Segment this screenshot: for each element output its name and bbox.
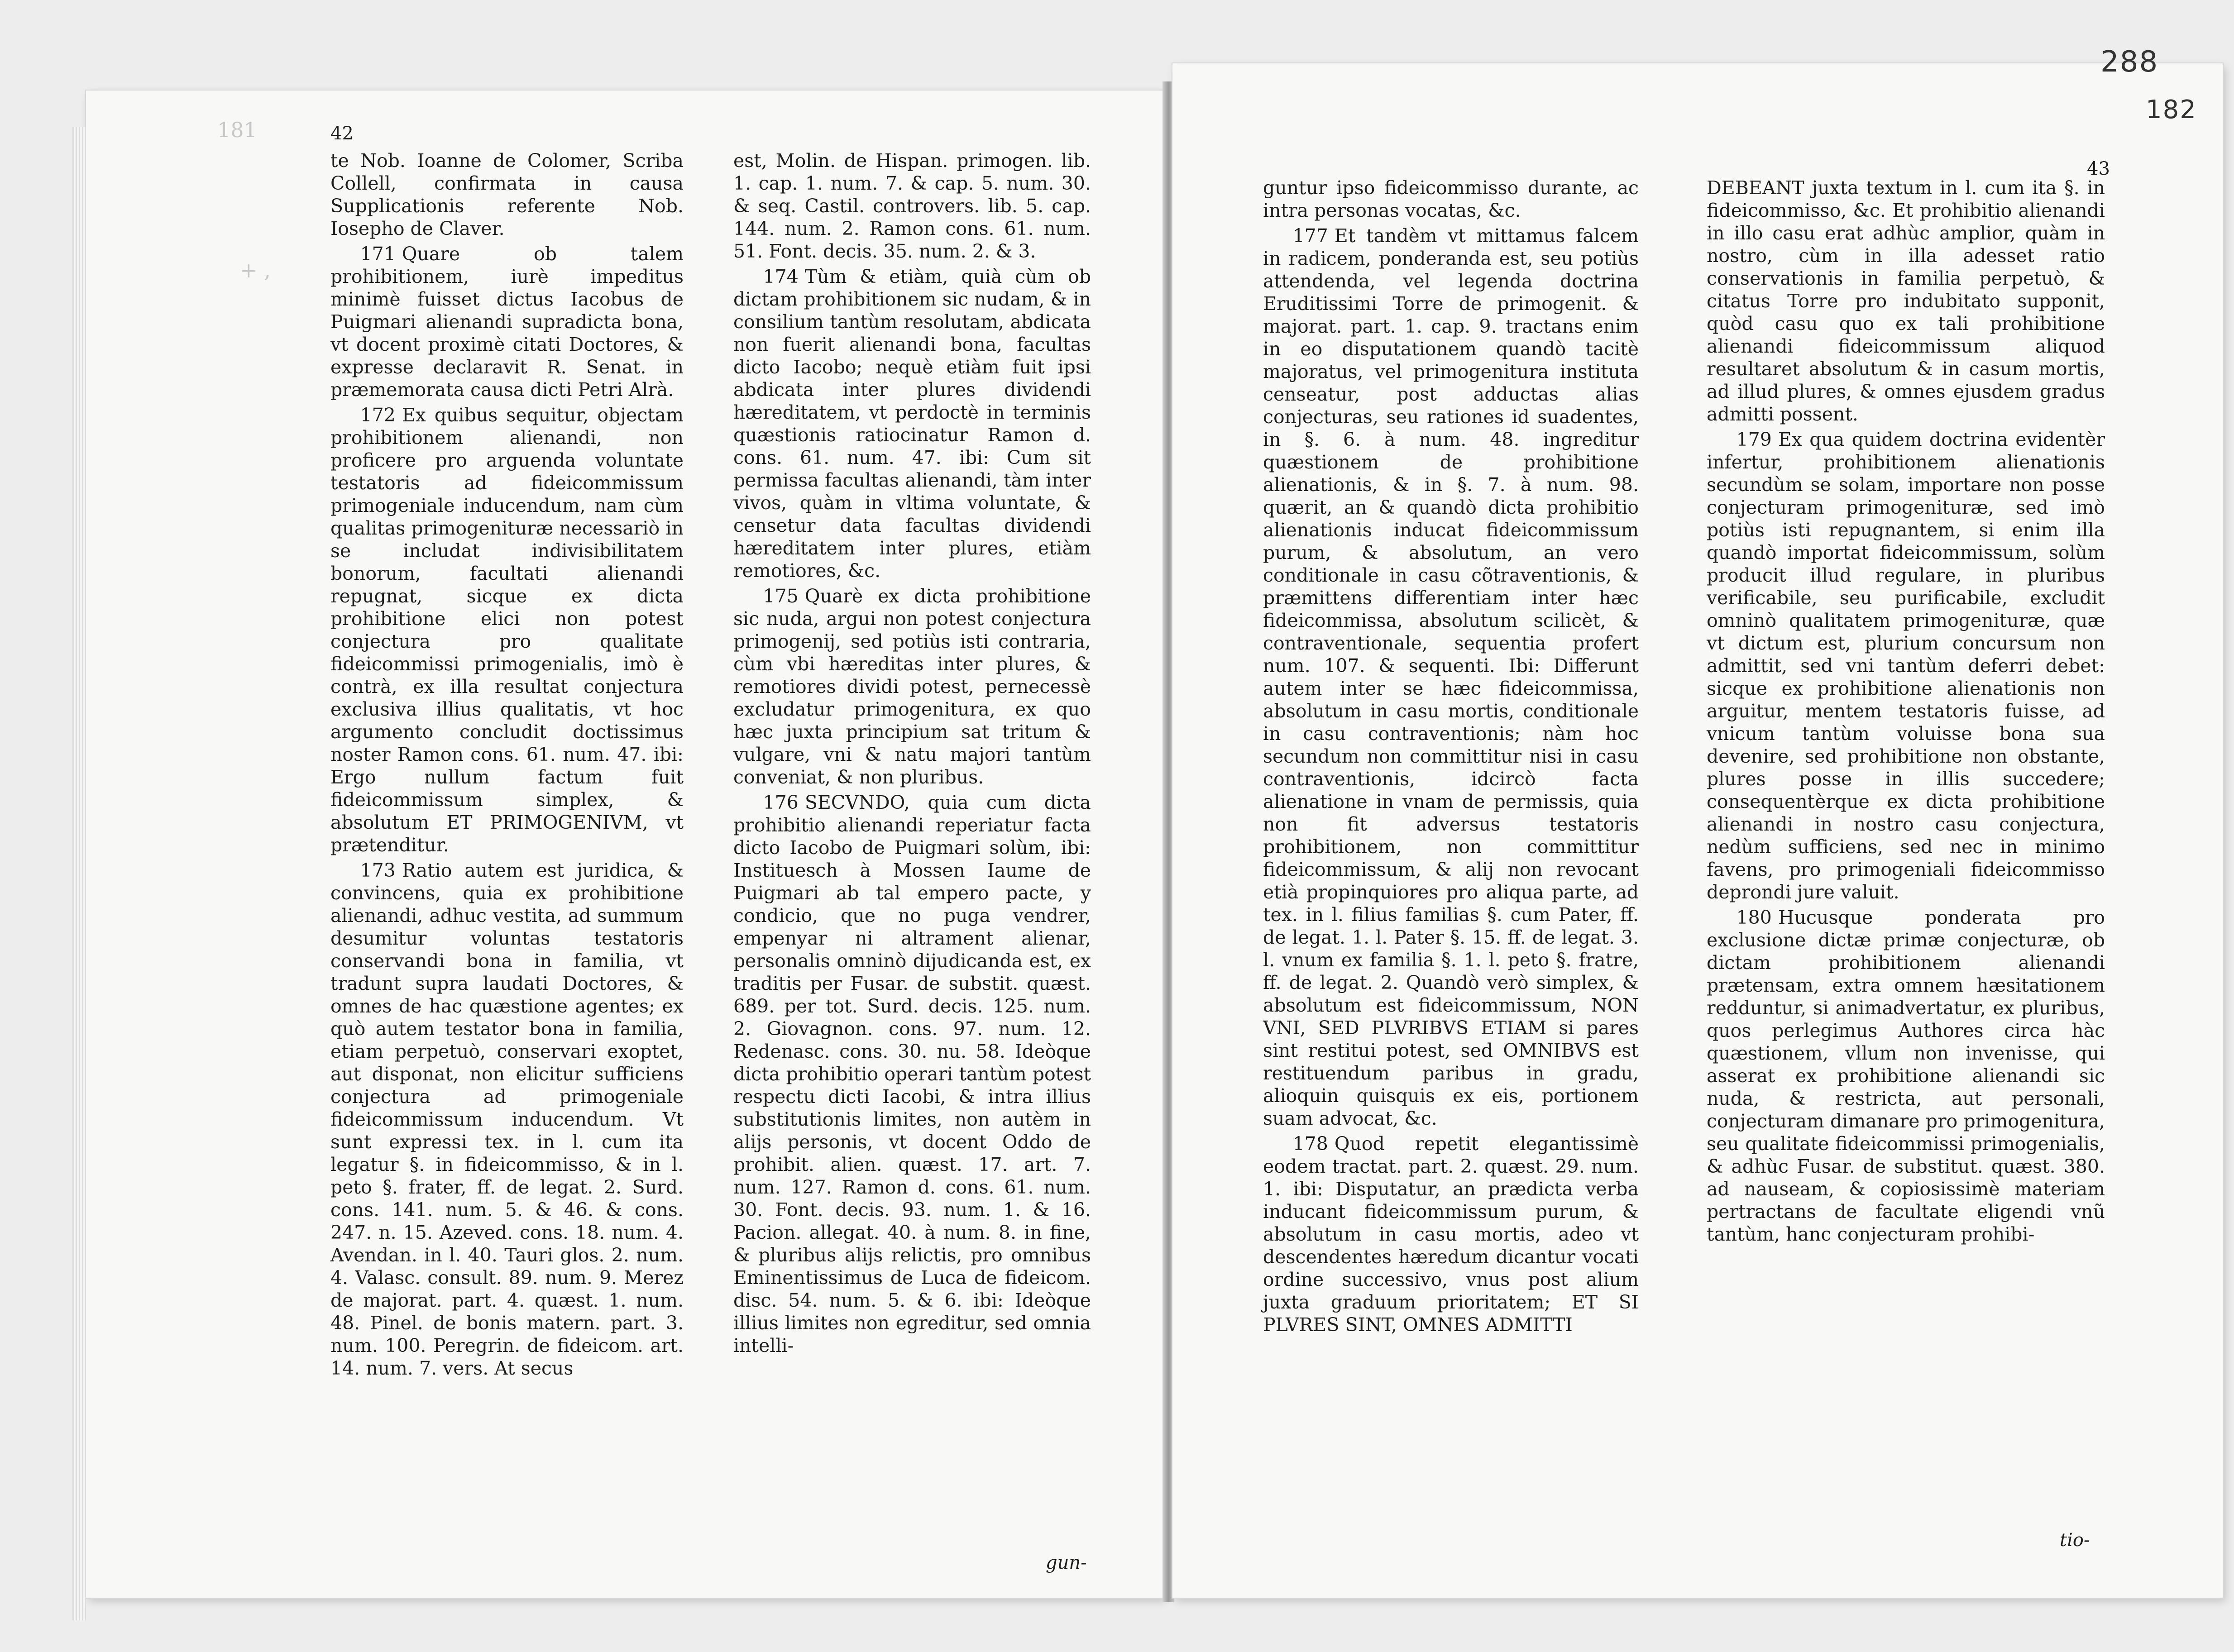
paragraph-text: Quod repetit elegantissimè eodem tractat. part. 2. quæst. 29. num. 1. ibi: Disputatur, an prædicta verba inducant fideicommissum purum, & absolutum in casu mortis, adeo vt descendentes hæredum dicantur vocati ordine successivo, vnus post alium juxta graduum prioritatem; ET SI PLVRES SINT, OMNES ADMITTI — [1263, 1133, 1639, 1336]
catchword: tio- — [2060, 1530, 2090, 1551]
left-page — [86, 91, 1163, 1598]
book-spread — [86, 45, 2223, 1625]
paragraph-number: 179 — [1736, 429, 1772, 450]
paragraph — [1263, 177, 1639, 222]
right-page — [1172, 45, 2223, 1598]
paragraph-text: SECVNDO, quia cum dicta prohibitio alienandi reperiatur facta dicto Iacobo de Puigmari solùm, ibi: Instituesch à Mossen Iaume de Puigmari ab tal empero pacte, y condicio, que no puga vendrer, empenyar ni altrament alienar, personalis omninò dijudicanda est, ex traditis per Fusar. de substit. quæst. 689. per tot. Surd. decis. 125. num. 2. Giovagnon. cons. 97. num. 12. Redenasc. cons. 30. nu. 58. Ideòque dicta prohibitio operari tantùm potest respectu dicti Iacobi, & intra illius substitutionis limites, non autèm in alijs personis, vt docent Oddo de prohibit. alien. quæst. 17. art. 7. num. 127. Ramon d. cons. 61. num. 30. Font. decis. 93. num. 1. & 16. Pacion. allegat. 40. à num. 8. in fine, & pluribus alijs relictis, pro omnibus Eminentissimus de Luca de fideicom. disc. 54. num. 5. & 6. ibi: Ideòque illius limites non egreditur, sed omnia intelli- — [733, 792, 1091, 1356]
paragraph — [733, 791, 1091, 1357]
page-stack-edge — [72, 127, 86, 1620]
paragraph — [733, 149, 1091, 263]
paragraph-text: te Nob. Ioanne de Colomer, Scriba Collell, confirmata in causa Supplicationis referente Nob. Iosepho de Claver. — [330, 150, 684, 239]
paragraph — [1707, 428, 2105, 903]
margin-mark: 181 — [217, 118, 257, 142]
paragraph-number: 174 — [763, 266, 799, 287]
paragraph-text: Hucusque ponderata pro exclusione dictæ primæ conjecturæ, ob dictam prohibitionem alienandi prætensam, extra omnem hæsitationem redduntur, si animadvertatur, ex pluribus, quos perlegimus Authores circa hàc quæstionem, vllum non invenisse, qui asserat ex prohibitione alienandi sic nuda, & restricta, aut personali, conjecturam dimanare pro primogenitura, seu qualitate fideicommissi primogenialis, & adhùc Fusar. de substitut. quæst. 380. ad nauseam, & copiosissimè materiam pertractans de facultate eligendi vnũ tantùm, hanc conjecturam prohibi- — [1707, 907, 2105, 1245]
paragraph-number: 180 — [1736, 907, 1772, 928]
paragraph-number: 175 — [763, 585, 799, 607]
paragraph-text: Tùm & etiàm, quià cùm ob dictam prohibitionem sic nudam, & in consilium tantùm resolutam, abdicata non fuerit alienandi bona, facultas dicto Iacobo; nequè etiàm fuit ipsi abdicata inter plures dividendi hæreditatem, vt perdoctè in terminis quæstionis ratiocinatur Ramon d. cons. 61. num. 47. ibi: Cum sit permissa facultas alienandi, tàm inter vivos, quàm in vltima voluntate, & censetur data facultas dividendi hæreditatem inter plures, etiàm remotiores, &c. — [733, 266, 1091, 582]
right-column-2 — [1707, 177, 2105, 1248]
paragraph-text: est, Molin. de Hispan. primogen. lib. 1. cap. 1. num. 7. & cap. 5. num. 30. & seq. Castil. controvers. lib. 5. cap. 144. num. 2. Ramon cons. 61. num. 51. Font. decis. 35. num. 2. & 3. — [733, 150, 1091, 262]
paragraph-text: Ratio autem est juridica, & convincens, quia ex prohibitione alienandi, adhuc vestita, ad summum desumitur voluntas testatoris conservandi bona in familia, vt tradunt supra laudati Doctores, & omnes de hac quæstione agentes; ex quò autem testator bona in familia, etiam perpetuò, conservari exoptet, aut disponat, non elicitur sufficiens conjectura ad primogeniale fideicommissum inducendum. Vt sunt expressi tex. in l. cum ita legatur §. in fideicommisso, & in l. peto §. frater, ff. de legat. 2. Surd. cons. 141. num. 5. & 46. & cons. 247. n. 15. Azeved. cons. 18. num. 4. Avendan. in l. 40. Tauri glos. 2. num. 4. Valasc. consult. 89. num. 9. Merez de majorat. part. 4. quæst. 1. num. 48. Pinel. de bonis matern. part. 3. num. 100. Peregrin. de fideicom. art. 14. num. 7. vers. At secus — [330, 859, 684, 1379]
paragraph — [733, 585, 1091, 788]
left-page-number: 42 — [330, 123, 354, 144]
paragraph — [1263, 1132, 1639, 1336]
paragraph-number: 177 — [1292, 225, 1328, 247]
paragraph — [1707, 906, 2105, 1246]
paragraph — [733, 265, 1091, 582]
left-column-1 — [330, 149, 684, 1382]
paragraph-text: Quarè ex dicta prohibitione sic nuda, argui non potest conjectura primogenij, sed potiùs isti contraria, cùm vbi hæreditas inter plures, & remotiores dividi potest, pernecessè excludatur primogenitura, ex quo hæc juxta principium sat tritum & vulgare, vni & natu majori tantùm conveniat, & non pluribus. — [733, 585, 1091, 788]
margin-mark: + , — [240, 258, 271, 282]
paragraph — [330, 859, 684, 1380]
paragraph — [330, 149, 684, 240]
paragraph-text: DEBEANT juxta textum in l. cum ita §. in fideicommisso, &c. Et prohibitio alienandi in illo casu erat adhùc amplior, quàm in nostro, cùm in illa adesset ratio conservationis in familia perpetuò, & citatus Torre pro indubitato supponit, quòd casu quo ex tali prohibitione alienandi fideicommissum aliquod resultaret absolutum & in casum mortis, ad illud plures, & omnes ejusdem gradus admitti possent. — [1707, 177, 2105, 425]
paragraph-text: Ex quibus sequitur, objectam prohibitionem alienandi, non proficere pro arguenda voluntate testatoris ad fideicommissum primogeniale inducendum, nam cùm qualitas primogenituræ necessariò in se includat indivisibilitatem bonorum, facultati alienandi repugnat, sicque ex dicta prohibitione elici non potest conjectura pro qualitate fideicommissi primogenialis, imò è contrà, ex illa resultat conjectura exclusiva illius qualitatis, vt hoc argumento concludit doctissimus noster Ramon cons. 61. num. 47. ibi: Ergo nullum factum fuit fideicommissum simplex, & absolutum ET PRIMOGENIVM, vt prætenditur. — [330, 404, 684, 856]
paragraph-number: 173 — [360, 859, 396, 881]
paragraph-number: 171 — [360, 243, 396, 265]
folio-number-handwritten: 288 — [2100, 45, 2159, 79]
paragraph-number: 176 — [763, 792, 799, 813]
paragraph-text: Quare ob talem prohibitionem, iurè impeditus minimè fuisset dictus Iacobus de Puigmari alienandi supradicta bona, vt docent proximè citati Doctores, & expresse declaravit R. Senat. in præmemorata causa dicti Petri Alrà. — [330, 243, 684, 401]
paragraph-text: Ex qua quidem doctrina evidentèr infertur, prohibitionem alienationis secundùm se solam, importare non posse conjecturam primogenituræ, sed imò potiùs isti repugnantem, si enim illa quandò importat fideicommissum, solùm producit illud regulare, in pluribus verificabile, seu purificabile, excludit omninò qualitatem primogenituræ, quæ vt dictum est, plurium concursum non admittit, sed vni tantùm deferri debet: sicque ex prohibitione alienationis non arguitur, mentem testatoris fuisse, ad vnicum tantùm voluisse bona sua devenire, sed prohibitione non obstante, plures posse in illis succedere; consequentèrque ex dicta prohibitione alienandi in nostro casu conjectura, nedùm sufficiens, sed nec in minimo favens, pro primogeniali fideicommisso deprondi jure valuit. — [1707, 429, 2105, 903]
paragraph-text: guntur ipso fideicommisso durante, ac intra personas vocatas, &c. — [1263, 177, 1639, 221]
paragraph — [330, 404, 684, 856]
paragraph — [330, 243, 684, 401]
right-page-number: 43 — [2087, 158, 2110, 179]
right-column-1 — [1263, 177, 1639, 1339]
paragraph-number: 178 — [1292, 1133, 1328, 1155]
paragraph-number: 172 — [360, 404, 396, 426]
paragraph — [1707, 177, 2105, 425]
left-column-2 — [733, 149, 1091, 1360]
catchword: gun- — [1046, 1552, 1087, 1573]
paragraph-text: Et tandèm vt mittamus falcem in radicem, ponderanda est, seu potiùs attendenda, vel legenda doctrina Eruditissimi Torre de primogenit. & majorat. part. 1. cap. 9. tractans enim in eo disputationem quandò tacitè majoratus, vel primogenitura instituta censeatur, post adductas alias conjecturas, seu rationes id suadentes, in §. 6. à num. 48. ingreditur quæstionem de prohibitione alienationis, & in §. 7. à num. 98. quærit, an & quandò dicta prohibitio alienationis inducat fideicommissum purum, & absolutum, an vero conditionale in casu cõtraventionis, & præmittens differentiam inter hæc fideicommissa, absolutum scilicèt, & contraventionale, sequentia profert num. 107. & sequenti. Ibi: Differunt autem inter se hæc fideicommissa, absolutum in casu mortis, conditionale in casu contraventionis; nàm hoc secundum non committitur nisi in casu contraventionis, idcircò facta alienatione in vnam de permissis, quia non fit adversus testatoris prohibitionem, non committitur fideicommissum, & alij non revocant etià propinquiores pro aliqua parte, ad tex. in l. filius familias §. cum Pater, ff. de legat. 1. l. Pater §. 15. ff. de legat. 3. l. vnum ex familia §. 1. l. peto §. fratre, ff. de legat. 2. Quandò verò simplex, & absolutum est fideicommissum, NON VNI, SED PLVRIBVS ETIAM si pares sint restitui potest, sed OMNIBVS est restituendum paribus in gradu, alioquin quisquis ex eis, portionem suam advocat, &c. — [1263, 225, 1639, 1129]
paragraph — [1263, 224, 1639, 1130]
folio-number-handwritten: 182 — [2146, 95, 2197, 124]
